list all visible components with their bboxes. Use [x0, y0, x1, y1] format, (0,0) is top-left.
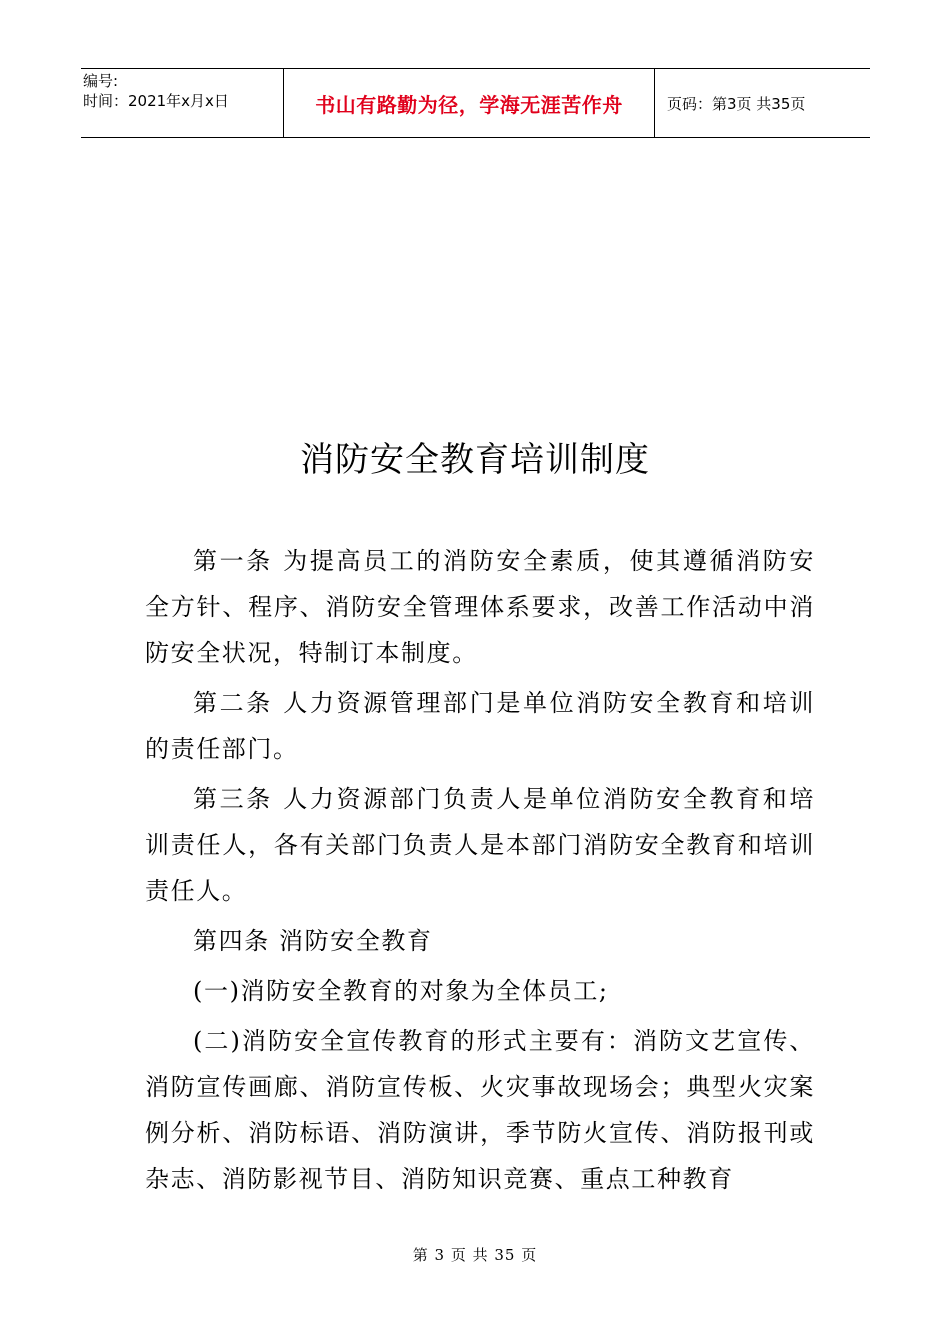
paragraph-article-1: 第一条 为提高员工的消防安全素质，使其遵循消防安全方针、程序、消防安全管理体系要求，改善工作活动中消防安全状况，特制订本制度。	[145, 547, 815, 667]
paragraph-item-1: (一)消防安全教育的对象为全体员工;	[193, 977, 609, 1005]
page-header	[81, 68, 870, 138]
paragraph-article-3: 第三条 人力资源部门负责人是单位消防安全教育和培训责任人，各有关部门负责人是本部门消防安全教育和培训责任人。	[145, 785, 815, 905]
document-body	[145, 538, 815, 1206]
paragraph-article-2: 第二条 人力资源管理部门是单位消防安全教育和培训的责任部门。	[145, 689, 815, 763]
paragraph-item-2: (二)消防安全宣传教育的形式主要有：消防文艺宣传、消防宣传画廊、消防宣传板、火灾事故现场会；典型火灾案例分析、消防标语、消防演讲，季节防火宣传、消防报刊或杂志、消防影视节目、消防知识竞赛、重点工种教育	[145, 1027, 815, 1193]
header-page-info: 页码：第3页 共35页	[667, 94, 806, 113]
header-motto: 书山有路勤为径，学海无涯苦作舟	[284, 69, 655, 137]
page-footer: 第 3 页 共 35 页	[412, 1246, 538, 1264]
paragraph-article-4: 第四条 消防安全教育	[193, 927, 433, 955]
number-label: 编号:	[83, 72, 119, 90]
document-title: 消防安全教育培训制度	[300, 440, 650, 480]
date-line: 时间：2021年x月x日	[83, 92, 229, 110]
header-meta	[81, 69, 284, 137]
